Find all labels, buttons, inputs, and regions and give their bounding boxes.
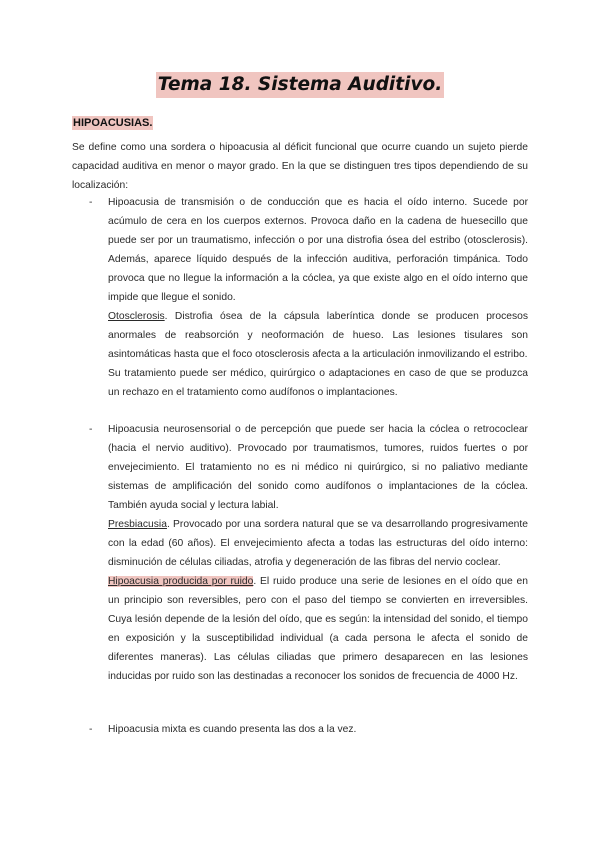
sub-text: Su tratamiento puede ser médico, quirúrgico o adaptaciones en caso de que se produzca un rechazo en el tratamiento como audífonos o implantaciones.	[108, 368, 528, 398]
sub-text: . El ruido produce una serie de lesiones en el oído que en un principio son reversibles, pero con el paso del tiempo se convierten en irreversibles. Cuya lesión depende de la lesión del oído, que es según: la intensidad del sonido, el tiempo en exposición y la susceptibilidad individual (a cada persona le afecta el sonido de diferentes maneras). Las células ciliadas que primero desaparecen en las lesiones inducidas por ruido son las destinadas a reconocer los sonidos de frecuencia de 4000 Hz.	[108, 576, 528, 682]
bullet-paragraph	[108, 420, 528, 515]
sub-paragraph-treatment	[108, 364, 528, 402]
sub-paragraph-ruido	[108, 572, 528, 686]
bullet-dash: -	[89, 197, 93, 208]
sub-term: Otosclerosis	[108, 311, 165, 322]
sub-text: . Provocado por una sordera natural que se va desarrollando progresivamente con la edad (60 años). El envejecimiento afecta a todas las estructuras del oído interno: disminución de células ciliadas, atrofia y degeneración de las fibras del nervio coclear.	[108, 519, 528, 568]
sub-term: Hipoacusia producida por ruido	[108, 576, 254, 587]
bullet-content	[108, 420, 528, 686]
bullet-paragraph	[108, 193, 528, 307]
bullet-mixta	[90, 720, 528, 739]
bullet-neurosensorial	[90, 420, 528, 686]
bullet-text: es cuando presenta las dos a la vez.	[186, 724, 357, 735]
bullet-dash: -	[89, 424, 93, 435]
bullet-content	[108, 720, 528, 739]
bullet-dash: -	[89, 724, 93, 735]
bullet-paragraph	[108, 720, 528, 739]
title-wrapper	[0, 72, 600, 98]
sub-paragraph-presbiacusia	[108, 515, 528, 572]
sub-text: . Distrofia ósea de la cápsula laberíntica donde se producen procesos anormales de reabsorción y neoformación de hueso. Las lesiones tisulares son asintomáticas hasta que el foco otosclerosis afecta a la articulación inmovilizando el estribo.	[108, 311, 528, 360]
sub-paragraph-otosclerosis	[108, 307, 528, 364]
section-heading: HIPOACUSIAS.	[73, 117, 153, 129]
bullet-text: o de percepción que puede ser hacia la cóclea o retrococlear (hacia el nervio auditivo). Provocado por traumatismos, tumores, ruidos fuertes o por envejecimiento. El tratamiento no es ni médico ni quirúrgico, si no paliativo mediante sistemas de amplificación del sonido como audífonos o implantaciones de la cóclea. También ayuda social y lectura labial.	[108, 424, 528, 511]
page-title: Tema 18. Sistema Auditivo.	[156, 72, 445, 98]
intro-paragraph: Se define como una sordera o hipoacusia al déficit funcional que ocurre cuando un sujeto pierde capacidad auditiva en menor o mayor grado. En la que se distinguen tres tipos dependiendo de su localización:	[72, 142, 528, 191]
bullet-term: Hipoacusia neurosensorial	[108, 424, 231, 435]
bullet-text: o de conducción que es hacia el oído interno. Sucede por acúmulo de cera en los cuerpos externos. Provoca daño en la cadena de huesecillo que puede ser por un traumatismo, infección o por una distrofia ósea del estribo (otosclerosis). Además, aparece líquido después de la infección auditiva, perforación timpánica. Todo provoca que no llegue la información a la cóclea, ya que existe algo en el oído interno que impide que llegue el sonido.	[108, 197, 528, 303]
bullet-term: Hipoacusia de transmisión	[108, 197, 234, 208]
bullet-term: Hipoacusia mixta	[108, 724, 187, 735]
sub-term: Presbiacusia	[108, 519, 167, 530]
bullet-transmision	[90, 193, 528, 402]
bullet-content	[108, 193, 528, 402]
